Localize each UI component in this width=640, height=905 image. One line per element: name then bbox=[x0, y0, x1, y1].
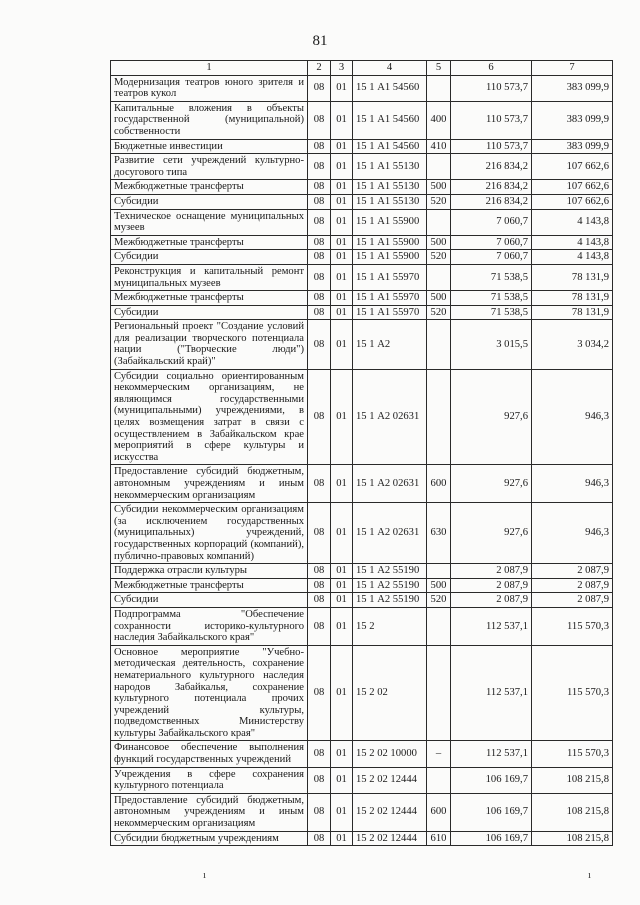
section-code: 08 bbox=[308, 607, 331, 645]
target-article-code: 15 1 А1 55970 bbox=[353, 264, 427, 290]
subsection-code: 01 bbox=[331, 369, 353, 465]
amount-col7: 108 215,8 bbox=[532, 831, 613, 846]
target-article-code: 15 1 А1 55130 bbox=[353, 154, 427, 180]
target-article-code: 15 2 bbox=[353, 607, 427, 645]
amount-col7: 107 662,6 bbox=[532, 180, 613, 195]
table-row bbox=[111, 831, 613, 846]
section-code: 08 bbox=[308, 593, 331, 608]
table-row bbox=[111, 767, 613, 793]
header-cell: 6 bbox=[451, 61, 532, 76]
expense-type-code bbox=[427, 564, 451, 579]
amount-col6: 106 169,7 bbox=[451, 767, 532, 793]
section-code: 08 bbox=[308, 369, 331, 465]
expense-type-code: 520 bbox=[427, 305, 451, 320]
section-code: 08 bbox=[308, 793, 331, 831]
table-row bbox=[111, 465, 613, 503]
expense-type-code bbox=[427, 607, 451, 645]
row-name: Основное мероприятие "Учебно-методическая деятельность, сохранение нематериального культурного наследия народов Забайкалья, сохранение культурного потенциала прочих учреждений культуры, подведомственных Министерству культуры Забайкальского края" bbox=[111, 645, 308, 741]
amount-col7: 78 131,9 bbox=[532, 305, 613, 320]
target-article-code: 15 1 А2 55190 bbox=[353, 564, 427, 579]
amount-col7: 78 131,9 bbox=[532, 291, 613, 306]
subsection-code: 01 bbox=[331, 291, 353, 306]
expense-type-code: 400 bbox=[427, 101, 451, 139]
section-code: 08 bbox=[308, 564, 331, 579]
amount-col7: 383 099,9 bbox=[532, 75, 613, 101]
subsection-code: 01 bbox=[331, 593, 353, 608]
subsection-code: 01 bbox=[331, 180, 353, 195]
section-code: 08 bbox=[308, 101, 331, 139]
table-row bbox=[111, 235, 613, 250]
subsection-code: 01 bbox=[331, 235, 353, 250]
table-row bbox=[111, 320, 613, 369]
row-name: Поддержка отрасли культуры bbox=[111, 564, 308, 579]
amount-col7: 946,3 bbox=[532, 503, 613, 564]
amount-col6: 927,6 bbox=[451, 465, 532, 503]
target-article-code: 15 1 А2 02631 bbox=[353, 465, 427, 503]
row-name: Субсидии bbox=[111, 305, 308, 320]
table-row bbox=[111, 264, 613, 290]
amount-col6: 927,6 bbox=[451, 503, 532, 564]
page-number: 81 bbox=[312, 33, 328, 49]
expense-type-code bbox=[427, 75, 451, 101]
expense-type-code: 500 bbox=[427, 235, 451, 250]
subsection-code: 01 bbox=[331, 741, 353, 767]
target-article-code: 15 1 А1 55970 bbox=[353, 291, 427, 306]
table-body bbox=[111, 61, 613, 846]
row-name: Субсидии bbox=[111, 250, 308, 265]
row-name: Бюджетные инвестиции bbox=[111, 139, 308, 154]
section-code: 08 bbox=[308, 291, 331, 306]
expense-type-code: – bbox=[427, 741, 451, 767]
amount-col7: 3 034,2 bbox=[532, 320, 613, 369]
amount-col6: 71 538,5 bbox=[451, 305, 532, 320]
section-code: 08 bbox=[308, 180, 331, 195]
row-name: Развитие сети учреждений культурно-досугового типа bbox=[111, 154, 308, 180]
expense-type-code bbox=[427, 264, 451, 290]
amount-col7: 946,3 bbox=[532, 369, 613, 465]
amount-col6: 106 169,7 bbox=[451, 831, 532, 846]
section-code: 08 bbox=[308, 154, 331, 180]
row-name: Подпрограмма "Обеспечение сохранности историко-культурного наследия Забайкальского края" bbox=[111, 607, 308, 645]
amount-col6: 216 834,2 bbox=[451, 180, 532, 195]
budget-table bbox=[110, 60, 613, 846]
row-name: Субсидии bbox=[111, 194, 308, 209]
row-name: Модернизация театров юного зрителя и театров кукол bbox=[111, 75, 308, 101]
section-code: 08 bbox=[308, 75, 331, 101]
table-row bbox=[111, 194, 613, 209]
amount-col7: 383 099,9 bbox=[532, 139, 613, 154]
table-row bbox=[111, 139, 613, 154]
amount-col7: 107 662,6 bbox=[532, 194, 613, 209]
section-code: 08 bbox=[308, 767, 331, 793]
table-row bbox=[111, 75, 613, 101]
row-name: Реконструкция и капитальный ремонт муниципальных музеев bbox=[111, 264, 308, 290]
target-article-code: 15 1 А1 54560 bbox=[353, 75, 427, 101]
amount-col6: 216 834,2 bbox=[451, 154, 532, 180]
amount-col7: 4 143,8 bbox=[532, 209, 613, 235]
section-code: 08 bbox=[308, 741, 331, 767]
amount-col6: 71 538,5 bbox=[451, 291, 532, 306]
amount-col7: 4 143,8 bbox=[532, 250, 613, 265]
expense-type-code: 520 bbox=[427, 250, 451, 265]
target-article-code: 15 2 02 12444 bbox=[353, 767, 427, 793]
table-row bbox=[111, 578, 613, 593]
target-article-code: 15 1 А1 55900 bbox=[353, 250, 427, 265]
subsection-code: 01 bbox=[331, 75, 353, 101]
row-name: Межбюджетные трансферты bbox=[111, 235, 308, 250]
subsection-code: 01 bbox=[331, 264, 353, 290]
subsection-code: 01 bbox=[331, 793, 353, 831]
amount-col7: 2 087,9 bbox=[532, 593, 613, 608]
section-code: 08 bbox=[308, 209, 331, 235]
section-code: 08 bbox=[308, 305, 331, 320]
subsection-code: 01 bbox=[331, 154, 353, 180]
expense-type-code bbox=[427, 320, 451, 369]
section-code: 08 bbox=[308, 194, 331, 209]
amount-col6: 71 538,5 bbox=[451, 264, 532, 290]
header-cell: 4 bbox=[353, 61, 427, 76]
table-row bbox=[111, 593, 613, 608]
subsection-code: 01 bbox=[331, 305, 353, 320]
table-row bbox=[111, 503, 613, 564]
amount-col6: 106 169,7 bbox=[451, 793, 532, 831]
section-code: 08 bbox=[308, 645, 331, 741]
row-name: Капитальные вложения в объекты государственной (муниципальной) собственности bbox=[111, 101, 308, 139]
section-code: 08 bbox=[308, 503, 331, 564]
target-article-code: 15 1 А2 02631 bbox=[353, 503, 427, 564]
amount-col7: 107 662,6 bbox=[532, 154, 613, 180]
header-cell: 2 bbox=[308, 61, 331, 76]
amount-col6: 3 015,5 bbox=[451, 320, 532, 369]
subsection-code: 01 bbox=[331, 320, 353, 369]
amount-col7: 78 131,9 bbox=[532, 264, 613, 290]
table-row bbox=[111, 305, 613, 320]
expense-type-code bbox=[427, 154, 451, 180]
amount-col7: 946,3 bbox=[532, 465, 613, 503]
row-name: Предоставление субсидий бюджетным, автономным учреждениям и иным некоммерческим организациям bbox=[111, 465, 308, 503]
subsection-code: 01 bbox=[331, 831, 353, 846]
subsection-code: 01 bbox=[331, 139, 353, 154]
amount-col7: 115 570,3 bbox=[532, 645, 613, 741]
target-article-code: 15 2 02 bbox=[353, 645, 427, 741]
row-name: Техническое оснащение муниципальных музеев bbox=[111, 209, 308, 235]
table-header-row bbox=[111, 61, 613, 76]
amount-col7: 2 087,9 bbox=[532, 578, 613, 593]
header-cell: 1 bbox=[111, 61, 308, 76]
expense-type-code: 600 bbox=[427, 465, 451, 503]
amount-col7: 383 099,9 bbox=[532, 101, 613, 139]
table-row bbox=[111, 250, 613, 265]
expense-type-code bbox=[427, 209, 451, 235]
section-code: 08 bbox=[308, 578, 331, 593]
subsection-code: 01 bbox=[331, 194, 353, 209]
expense-type-code: 500 bbox=[427, 578, 451, 593]
subsection-code: 01 bbox=[331, 645, 353, 741]
target-article-code: 15 2 02 12444 bbox=[353, 831, 427, 846]
expense-type-code: 500 bbox=[427, 291, 451, 306]
table-row bbox=[111, 793, 613, 831]
expense-type-code: 600 bbox=[427, 793, 451, 831]
subsection-code: 01 bbox=[331, 607, 353, 645]
row-name: Межбюджетные трансферты bbox=[111, 291, 308, 306]
target-article-code: 15 2 02 12444 bbox=[353, 793, 427, 831]
amount-col6: 7 060,7 bbox=[451, 209, 532, 235]
amount-col6: 7 060,7 bbox=[451, 235, 532, 250]
amount-col7: 115 570,3 bbox=[532, 607, 613, 645]
subsection-code: 01 bbox=[331, 578, 353, 593]
subsection-code: 01 bbox=[331, 767, 353, 793]
row-name: Региональный проект "Создание условий для реализации творческого потенциала нации ("Творческие люди") (Забайкальский край)" bbox=[111, 320, 308, 369]
row-name: Субсидии некоммерческим организациям (за исключением государственных (муниципальных) учреждений, государственных корпораций (компаний), публично-правовых компаний) bbox=[111, 503, 308, 564]
expense-type-code: 410 bbox=[427, 139, 451, 154]
header-cell: 3 bbox=[331, 61, 353, 76]
subsection-code: 01 bbox=[331, 564, 353, 579]
amount-col7: 2 087,9 bbox=[532, 564, 613, 579]
row-name: Субсидии бюджетным учреждениям bbox=[111, 831, 308, 846]
section-code: 08 bbox=[308, 264, 331, 290]
amount-col6: 110 573,7 bbox=[451, 75, 532, 101]
amount-col6: 927,6 bbox=[451, 369, 532, 465]
amount-col6: 110 573,7 bbox=[451, 139, 532, 154]
section-code: 08 bbox=[308, 320, 331, 369]
amount-col6: 112 537,1 bbox=[451, 607, 532, 645]
section-code: 08 bbox=[308, 139, 331, 154]
section-code: 08 bbox=[308, 465, 331, 503]
amount-col6: 216 834,2 bbox=[451, 194, 532, 209]
subsection-code: 01 bbox=[331, 209, 353, 235]
amount-col7: 4 143,8 bbox=[532, 235, 613, 250]
subsection-code: 01 bbox=[331, 250, 353, 265]
section-code: 08 bbox=[308, 831, 331, 846]
expense-type-code bbox=[427, 767, 451, 793]
amount-col6: 110 573,7 bbox=[451, 101, 532, 139]
amount-col6: 7 060,7 bbox=[451, 250, 532, 265]
amount-col6: 2 087,9 bbox=[451, 578, 532, 593]
scan-mark: ı bbox=[588, 869, 592, 881]
expense-type-code bbox=[427, 369, 451, 465]
table-row bbox=[111, 741, 613, 767]
expense-type-code: 610 bbox=[427, 831, 451, 846]
target-article-code: 15 1 А2 55190 bbox=[353, 578, 427, 593]
row-name: Предоставление субсидий бюджетным, автономным учреждениям и иным некоммерческим организациям bbox=[111, 793, 308, 831]
row-name: Межбюджетные трансферты bbox=[111, 578, 308, 593]
target-article-code: 15 1 А2 bbox=[353, 320, 427, 369]
target-article-code: 15 2 02 10000 bbox=[353, 741, 427, 767]
table-row bbox=[111, 564, 613, 579]
amount-col6: 2 087,9 bbox=[451, 564, 532, 579]
row-name: Межбюджетные трансферты bbox=[111, 180, 308, 195]
section-code: 08 bbox=[308, 235, 331, 250]
target-article-code: 15 1 А1 55970 bbox=[353, 305, 427, 320]
expense-type-code: 630 bbox=[427, 503, 451, 564]
table-row bbox=[111, 209, 613, 235]
row-name: Финансовое обеспечение выполнения функций государственных учреждений bbox=[111, 741, 308, 767]
target-article-code: 15 1 А1 54560 bbox=[353, 101, 427, 139]
amount-col6: 2 087,9 bbox=[451, 593, 532, 608]
target-article-code: 15 1 А1 55130 bbox=[353, 194, 427, 209]
table-row bbox=[111, 180, 613, 195]
table-row bbox=[111, 291, 613, 306]
amount-col6: 112 537,1 bbox=[451, 741, 532, 767]
expense-type-code: 500 bbox=[427, 180, 451, 195]
row-name: Субсидии bbox=[111, 593, 308, 608]
table-row bbox=[111, 645, 613, 741]
subsection-code: 01 bbox=[331, 101, 353, 139]
amount-col6: 112 537,1 bbox=[451, 645, 532, 741]
subsection-code: 01 bbox=[331, 465, 353, 503]
table-row bbox=[111, 154, 613, 180]
target-article-code: 15 1 А1 54560 bbox=[353, 139, 427, 154]
amount-col7: 115 570,3 bbox=[532, 741, 613, 767]
subsection-code: 01 bbox=[331, 503, 353, 564]
expense-type-code: 520 bbox=[427, 194, 451, 209]
row-name: Учреждения в сфере сохранения культурного потенциала bbox=[111, 767, 308, 793]
target-article-code: 15 1 А1 55900 bbox=[353, 235, 427, 250]
expense-type-code: 520 bbox=[427, 593, 451, 608]
expense-type-code bbox=[427, 645, 451, 741]
target-article-code: 15 1 А1 55900 bbox=[353, 209, 427, 235]
section-code: 08 bbox=[308, 250, 331, 265]
target-article-code: 15 1 А2 55190 bbox=[353, 593, 427, 608]
amount-col7: 108 215,8 bbox=[532, 767, 613, 793]
header-cell: 7 bbox=[532, 61, 613, 76]
target-article-code: 15 1 А1 55130 bbox=[353, 180, 427, 195]
row-name: Субсидии социально ориентированным некоммерческим организациям, не являющимся государственными (муниципальными) учреждениями, в целях возмещения затрат в связи с осуществлением в Забайкальском крае мероприятий в сфере культуры и искусства bbox=[111, 369, 308, 465]
table-row bbox=[111, 101, 613, 139]
table-row bbox=[111, 369, 613, 465]
target-article-code: 15 1 А2 02631 bbox=[353, 369, 427, 465]
header-cell: 5 bbox=[427, 61, 451, 76]
scan-mark: ı bbox=[203, 869, 207, 881]
table-row bbox=[111, 607, 613, 645]
amount-col7: 108 215,8 bbox=[532, 793, 613, 831]
